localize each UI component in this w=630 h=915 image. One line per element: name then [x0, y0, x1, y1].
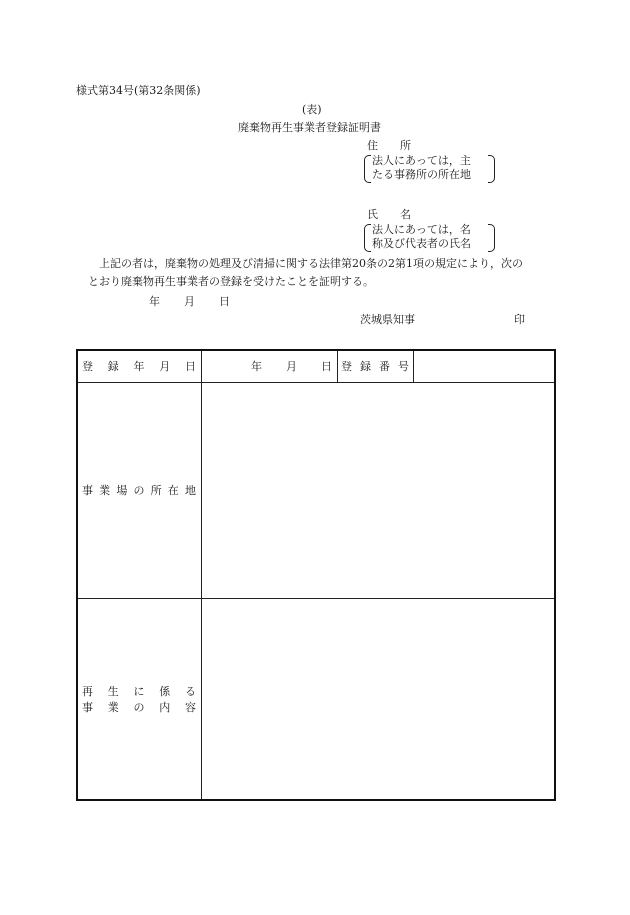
- address-label: 住 所: [367, 139, 411, 152]
- address-note: 法人にあっては，主 たる事務所の所在地: [372, 154, 471, 181]
- table-divider-date-value: [337, 351, 338, 382]
- name-label: 氏 名: [367, 208, 411, 221]
- registration-table: [76, 349, 556, 801]
- registration-number-label: 登 録 番 号: [341, 360, 409, 373]
- recycling-business-content-field[interactable]: [202, 599, 554, 799]
- name-note: 法人にあっては，名 称及び代表者の氏名: [372, 223, 471, 250]
- seal-mark: 印: [514, 313, 525, 326]
- side-label: (表): [302, 103, 322, 116]
- name-note-bracket-left: [364, 224, 371, 252]
- form-number: 様式第34号(第32条関係): [76, 84, 201, 97]
- body-text-line-1: 上記の者は，廃棄物の処理及び清掃に関する法律第20条の2第1項の規定により，次の: [99, 257, 523, 270]
- issue-date: 年 月 日: [149, 295, 230, 308]
- registration-date-label: 登 録 年 月 日: [82, 360, 196, 373]
- registration-date-value[interactable]: 年 月 日: [251, 360, 332, 373]
- issuer-name: 茨城県知事: [360, 313, 415, 326]
- registration-number-field[interactable]: [414, 351, 554, 382]
- recycling-business-content-label: 再 生 に 係 る 事 業 の 内 容: [82, 685, 196, 714]
- business-location-label: 事 業 場 の 所 在 地: [82, 484, 196, 497]
- address-note-bracket-left: [364, 155, 371, 183]
- document-title: 廃棄物再生事業者登録証明書: [238, 121, 381, 134]
- body-text-line-2: とおり廃棄物再生事業者の登録を受けたことを証明する。: [88, 275, 374, 288]
- address-note-bracket-right: [488, 155, 495, 183]
- business-location-field[interactable]: [202, 383, 554, 598]
- name-note-bracket-right: [488, 224, 495, 252]
